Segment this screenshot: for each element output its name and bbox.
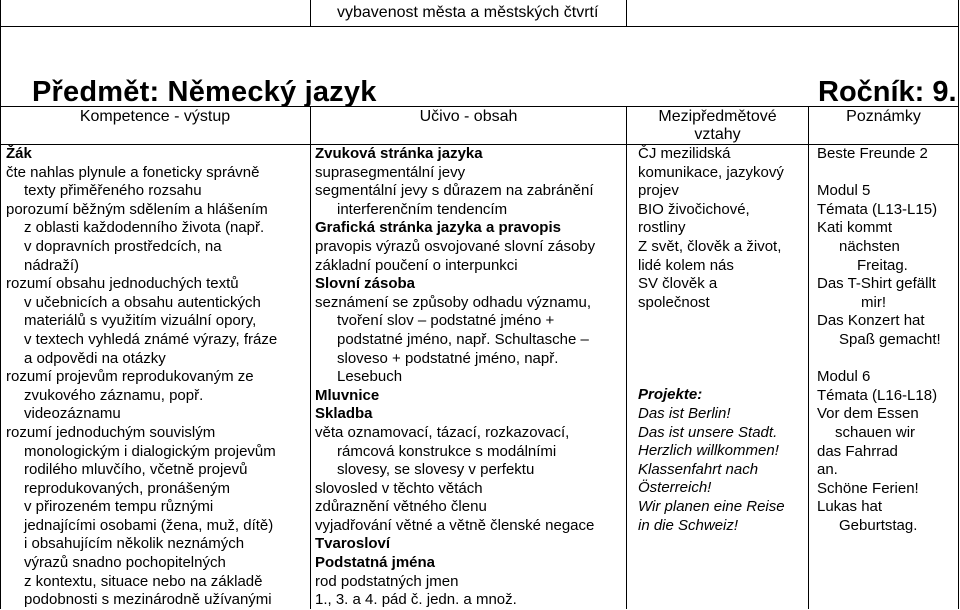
grade-label: Ročník: 9. bbox=[818, 76, 957, 108]
col2-line: sloveso + podstatné jméno, např. bbox=[337, 349, 559, 367]
col3-line: Das ist Berlin! bbox=[638, 404, 731, 422]
header-mezipredmetove: Mezipředmětové bbox=[658, 108, 777, 125]
col2-line: Zvuková stránka jazyka bbox=[315, 145, 483, 162]
col4-line: an. bbox=[817, 461, 838, 479]
col2-line: tvoření slov – podstatné jméno + bbox=[337, 312, 555, 330]
col1-line: v přirozeném tempu různými bbox=[24, 498, 214, 516]
col1-line: porozumí běžným sdělením a hlášením bbox=[6, 200, 268, 218]
col1-line: monologickým i dialogickým projevům bbox=[24, 442, 276, 460]
col4-line: Beste Freunde 2 bbox=[817, 145, 928, 162]
col3-line: lidé kolem nás bbox=[638, 256, 734, 274]
col1-line: rodilého mluvčího, včetně projevů bbox=[24, 461, 248, 479]
col1-line: v dopravních prostředcích, na bbox=[24, 237, 222, 255]
col1-line: jednajícími osobami (žena, muž, dítě) bbox=[24, 516, 274, 534]
col-divider-3 bbox=[808, 106, 809, 609]
col1-line: materiálů s využitím vizuální opory, bbox=[24, 312, 257, 330]
col3-line: Klassenfahrt nach bbox=[638, 460, 759, 478]
col2-line: Slovní zásoba bbox=[315, 275, 416, 293]
col2-line: Skladba bbox=[315, 405, 373, 423]
header-mezipredmetove-line2: vztahy bbox=[694, 126, 741, 143]
col1-line: texty přiměřeného rozsahu bbox=[24, 182, 202, 200]
col1-line: a odpovědi na otázky bbox=[24, 349, 166, 367]
column-ucivo bbox=[315, 145, 623, 610]
col2-line: vyjadřování větné a větně členské negace bbox=[315, 516, 595, 534]
col1-line: výrazů snadno pochopitelných bbox=[24, 554, 226, 572]
col1-line: zvukového záznamu, popř. bbox=[24, 386, 204, 404]
col1-line: Žák bbox=[6, 145, 32, 162]
table-border-left bbox=[0, 0, 1, 609]
col2-line: věta oznamovací, tázací, rozkazovací, bbox=[315, 423, 570, 441]
col3-line: ČJ mezilidská bbox=[638, 145, 731, 162]
col1-line: čte nahlas plynule a foneticky správně bbox=[6, 163, 260, 181]
top-row-text: vybavenost města a městských čtvrtí bbox=[337, 4, 599, 21]
col2-line: 1., 3. a 4. pád č. jedn. a množ. bbox=[315, 591, 517, 609]
col4-line: Modul 5 bbox=[817, 182, 871, 200]
col3-line: in die Schweiz! bbox=[638, 516, 739, 534]
col4-line: nächsten bbox=[839, 237, 900, 255]
col1-line: reprodukovaných, pronášeným bbox=[24, 479, 230, 497]
col2-line: segmentální jevy s důrazem na zabránění bbox=[315, 182, 594, 200]
col2-line: rámcová konstrukce s modálními bbox=[337, 442, 557, 460]
col1-line: i obsahujícím několik neznámých bbox=[24, 535, 245, 553]
col4-line: Lukas hat bbox=[817, 498, 883, 516]
col3-line: Wir planen eine Reise bbox=[638, 497, 785, 515]
col4-line: Spaß gemacht! bbox=[839, 330, 941, 348]
column-poznamky bbox=[817, 145, 957, 535]
col3-line: Z svět, člověk a život, bbox=[638, 237, 782, 255]
col3-line: Österreich! bbox=[638, 479, 712, 497]
col4-line: Schöne Ferien! bbox=[817, 479, 919, 497]
col2-line: Lesebuch bbox=[337, 368, 403, 386]
col1-line: rozumí projevům reprodukovaným ze bbox=[6, 368, 254, 386]
col3-line: projev bbox=[638, 182, 679, 200]
col1-line: z oblasti každodenního života (např. bbox=[24, 219, 265, 237]
col2-line: Tvarosloví bbox=[315, 535, 391, 553]
col4-line: Kati kommt bbox=[817, 219, 893, 237]
col4-line: Das Konzert hat bbox=[817, 312, 925, 330]
col2-line: rod podstatných jmen bbox=[315, 572, 459, 590]
col1-line: z kontextu, situace nebo na základě bbox=[24, 572, 263, 590]
header-kompetence: Kompetence - výstup bbox=[79, 108, 231, 125]
col-divider-1 bbox=[310, 106, 311, 609]
col1-line: nádraží) bbox=[24, 256, 80, 274]
col4-line: Témata (L13-L15) bbox=[817, 200, 938, 218]
table-border-right bbox=[958, 0, 959, 609]
col4-line: Geburtstag. bbox=[839, 516, 918, 534]
col3-line: Das ist unsere Stadt. bbox=[638, 423, 778, 441]
col4-line: Modul 6 bbox=[817, 368, 871, 386]
col3-line: BIO živočichové, bbox=[638, 200, 750, 218]
col3-line: komunikace, jazykový bbox=[638, 163, 784, 181]
col3-line: Herzlich willkommen! bbox=[638, 442, 779, 460]
col2-line: zdůraznění větného členu bbox=[315, 498, 487, 516]
col2-line: slovesy, se slovesy v perfektu bbox=[337, 461, 535, 479]
col3-line: SV člověk a bbox=[638, 275, 718, 293]
col3-line: společnost bbox=[638, 293, 710, 311]
header-ucivo: Učivo - obsah bbox=[419, 108, 518, 125]
top-row-left-border bbox=[310, 0, 311, 26]
col4-line: Das T-Shirt gefällt bbox=[817, 275, 936, 293]
col4-spacer bbox=[817, 164, 957, 183]
col4-spacer bbox=[817, 350, 957, 369]
col2-line: interferenčním tendencím bbox=[337, 200, 508, 218]
col2-line: podstatné jméno, např. Schultasche – bbox=[337, 330, 589, 348]
col3-line: Projekte: bbox=[638, 386, 703, 404]
top-row-bottom-border bbox=[0, 26, 959, 27]
top-row-right-border bbox=[626, 0, 627, 26]
col1-line: v textech vyhledá známé výrazy, fráze bbox=[24, 330, 278, 348]
col2-line: seznámení se způsoby odhadu významu, bbox=[315, 293, 591, 311]
col3-spacer bbox=[638, 312, 806, 386]
col2-line: suprasegmentální jevy bbox=[315, 163, 466, 181]
col2-line: Grafická stránka jazyka a pravopis bbox=[315, 219, 561, 237]
col1-line: rozumí obsahu jednoduchých textů bbox=[6, 275, 239, 293]
col3-line: rostliny bbox=[638, 219, 686, 237]
col1-line: podobnosti s mezinárodně užívanými bbox=[24, 591, 272, 609]
col4-line: Freitag. bbox=[857, 256, 908, 274]
col2-line: slovosled v těchto větách bbox=[315, 479, 483, 497]
col1-line: v učebnicích a obsahu autentických bbox=[24, 293, 261, 311]
subject-title: Předmět: Německý jazyk bbox=[32, 76, 377, 108]
col4-line: schauen wir bbox=[835, 423, 916, 441]
col2-line: Podstatná jména bbox=[315, 554, 436, 572]
col4-line: Vor dem Essen bbox=[817, 405, 919, 423]
col4-line: Témata (L16-L18) bbox=[817, 386, 938, 404]
col-divider-2 bbox=[626, 106, 627, 609]
col2-line: Mluvnice bbox=[315, 386, 380, 404]
col1-line: videozáznamu bbox=[24, 405, 121, 423]
column-mezipredmetove bbox=[638, 145, 806, 535]
col4-line: das Fahrrad bbox=[817, 442, 898, 460]
header-poznamky: Poznámky bbox=[846, 108, 921, 125]
column-kompetence bbox=[6, 145, 308, 610]
col2-line: základní poučení o interpunkci bbox=[315, 256, 518, 274]
col1-line: rozumí jednoduchým souvislým bbox=[6, 423, 216, 441]
col2-line: pravopis výrazů osvojované slovní zásoby bbox=[315, 237, 596, 255]
col4-line: mir! bbox=[861, 293, 886, 311]
